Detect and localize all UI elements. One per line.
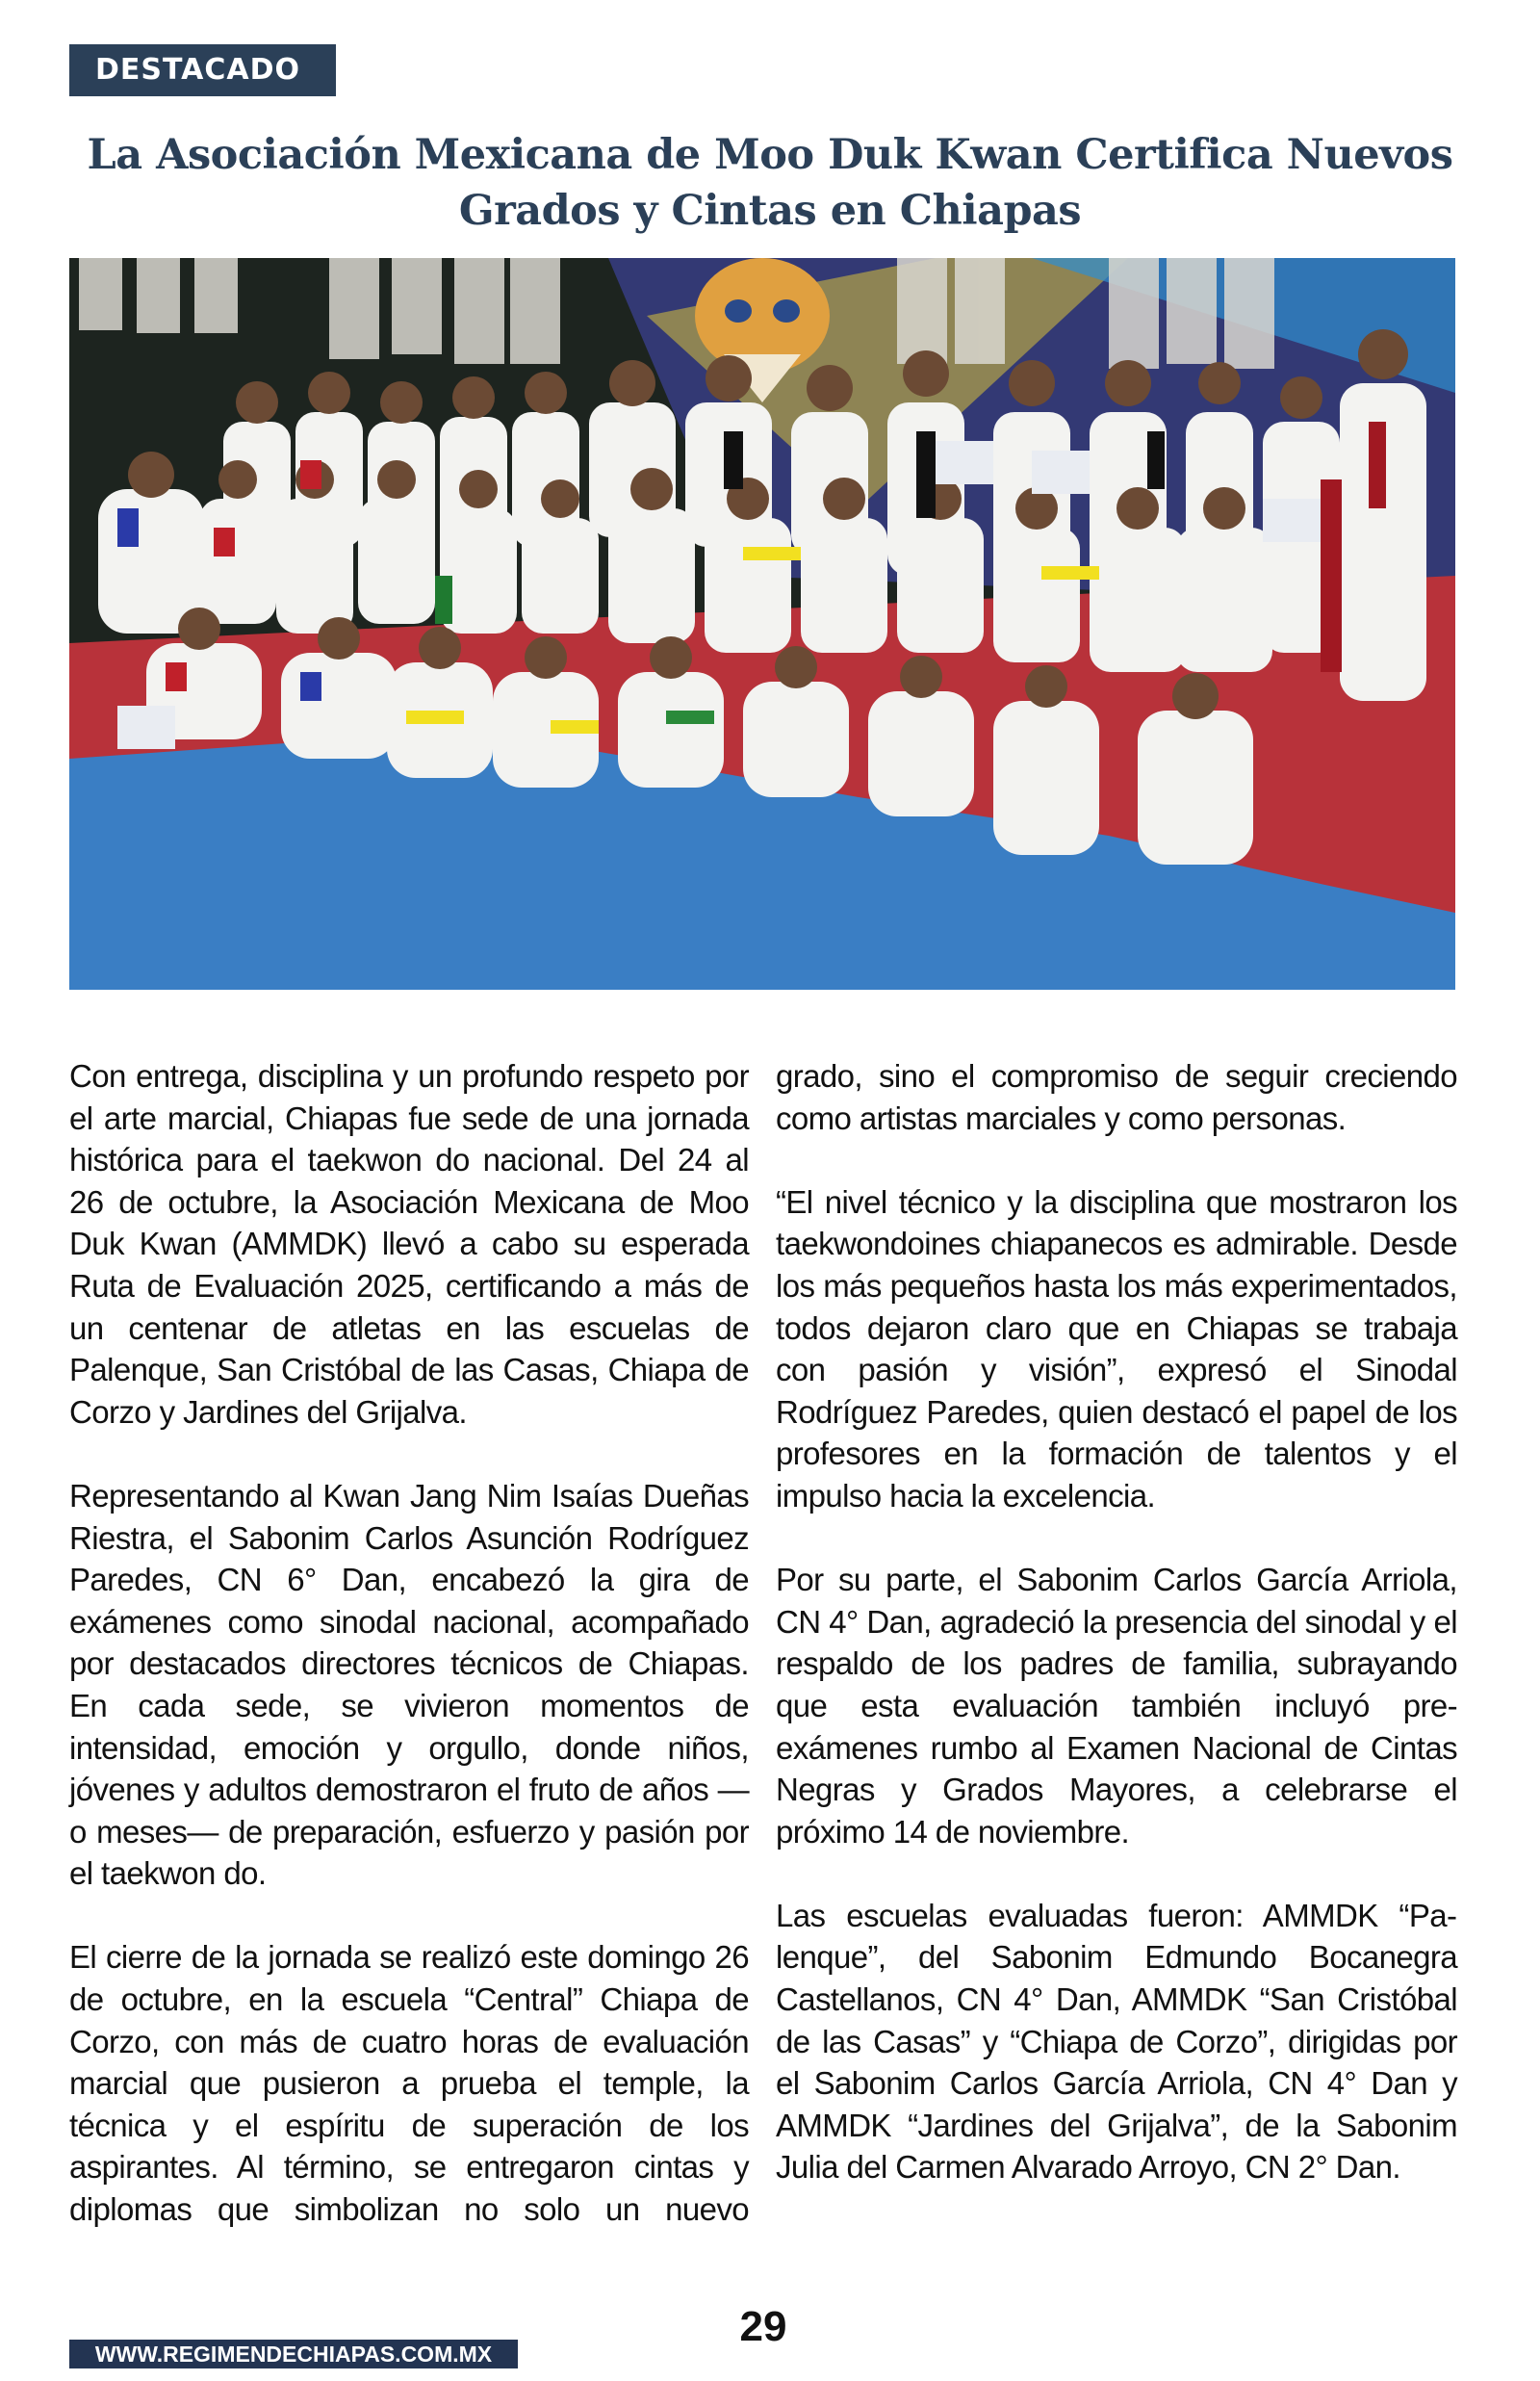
group-photo-illustration — [69, 258, 1455, 990]
page-number: 29 — [739, 2303, 787, 2350]
paragraph: Representando al Kwan Jang Nim Isaías Dueñas Riestra, el Sabonim Carlos Asunción Rodríguez Paredes, CN 6° Dan, encabezó la gira de exámenes como sinodal nacional, acompañado por destacados directores técnicos de Chiapas. En cada sede, se vivieron momentos de intensidad, emoción y orgullo, donde niños, jóvenes y adultos demostraron el fruto de años —o meses— de preparación, esfuerzo y pasión por el taekwon do. — [69, 1477, 749, 1892]
paragraph: Por su parte, el Sabonim Carlos García Arriola, CN 4° Dan, agradeció la presencia del sinodal y el respaldo de los padres de familia, subrayando que esta evaluación también incluyó pre-exámenes rumbo al Examen Nacional de Cintas Negras y Grados Mayores, a celebrarse el próximo 14 de noviembre. — [776, 1562, 1457, 1850]
paragraph: El cierre de la jornada se realizó este domingo 26 de octubre, en la escuela “Central” Chiapa de Corzo, con más de cuatro horas de evaluación marcial que pusieron a prueba el temple, la técnica y el espíritu de superación de los aspirantes. Al término, se entregaron cintas y diplomas que simbolizan no solo un nuevo — [69, 1939, 749, 2228]
paragraph: grado, sino el compromiso de seguir creciendo como artistas marciales y como personas. — [776, 1058, 1457, 1136]
article-column-left — [69, 1055, 749, 2272]
footer-website-link[interactable]: WWW.REGIMENDECHIAPAS.COM.MX — [69, 2340, 518, 2368]
section-tag: DESTACADO — [69, 44, 336, 96]
article-headline: La Asociación Mexicana de Moo Duk Kwan Certifica Nuevos Grados y Cintas en Chiapas — [87, 131, 1453, 235]
article-column-right — [776, 1055, 1457, 2231]
paragraph: Con entrega, disciplina y un profundo respeto por el arte marcial, Chiapas fue sede de una jornada histórica para el taekwon do nacional. Del 24 al 26 de octubre, la Asociación Mexicana de Moo Duk Kwan (AMMDK) llevó a cabo su esperada Ruta de Evaluación 2025, certificando a más de un centenar de atletas en las escuelas de Palenque, San Cristóbal de las Casas, Chiapa de Corzo y Jardines del Grijalva. — [69, 1058, 749, 1430]
article-photo — [69, 258, 1455, 990]
paragraph: “El nivel técnico y la disciplina que mostraron los taekwondoines chiapanecos es admirable. Desde los más pequeños hasta los más experimentados, todos dejaron claro que en Chiapas se trabaja con pasión y visión”, expresó el Sinodal Rodríguez Paredes, quien destacó el papel de los profesores en la formación de talentos y el impulso hacia la excelencia. — [776, 1183, 1457, 1514]
paragraph: Las escuelas evaluadas fueron: AMMDK “Palenque”, del Sabonim Edmundo Bocanegra Castellanos, CN 4° Dan, AMMDK “San Cristóbal de las Casas” y “Chiapa de Corzo”, dirigidas por el Sabonim Carlos García Arriola, CN 4° Dan y AMMDK “Jardines del Grijalva”, de la Sabonim Julia del Carmen Alvarado Arroyo, CN 2° Dan. — [776, 1897, 1457, 2186]
